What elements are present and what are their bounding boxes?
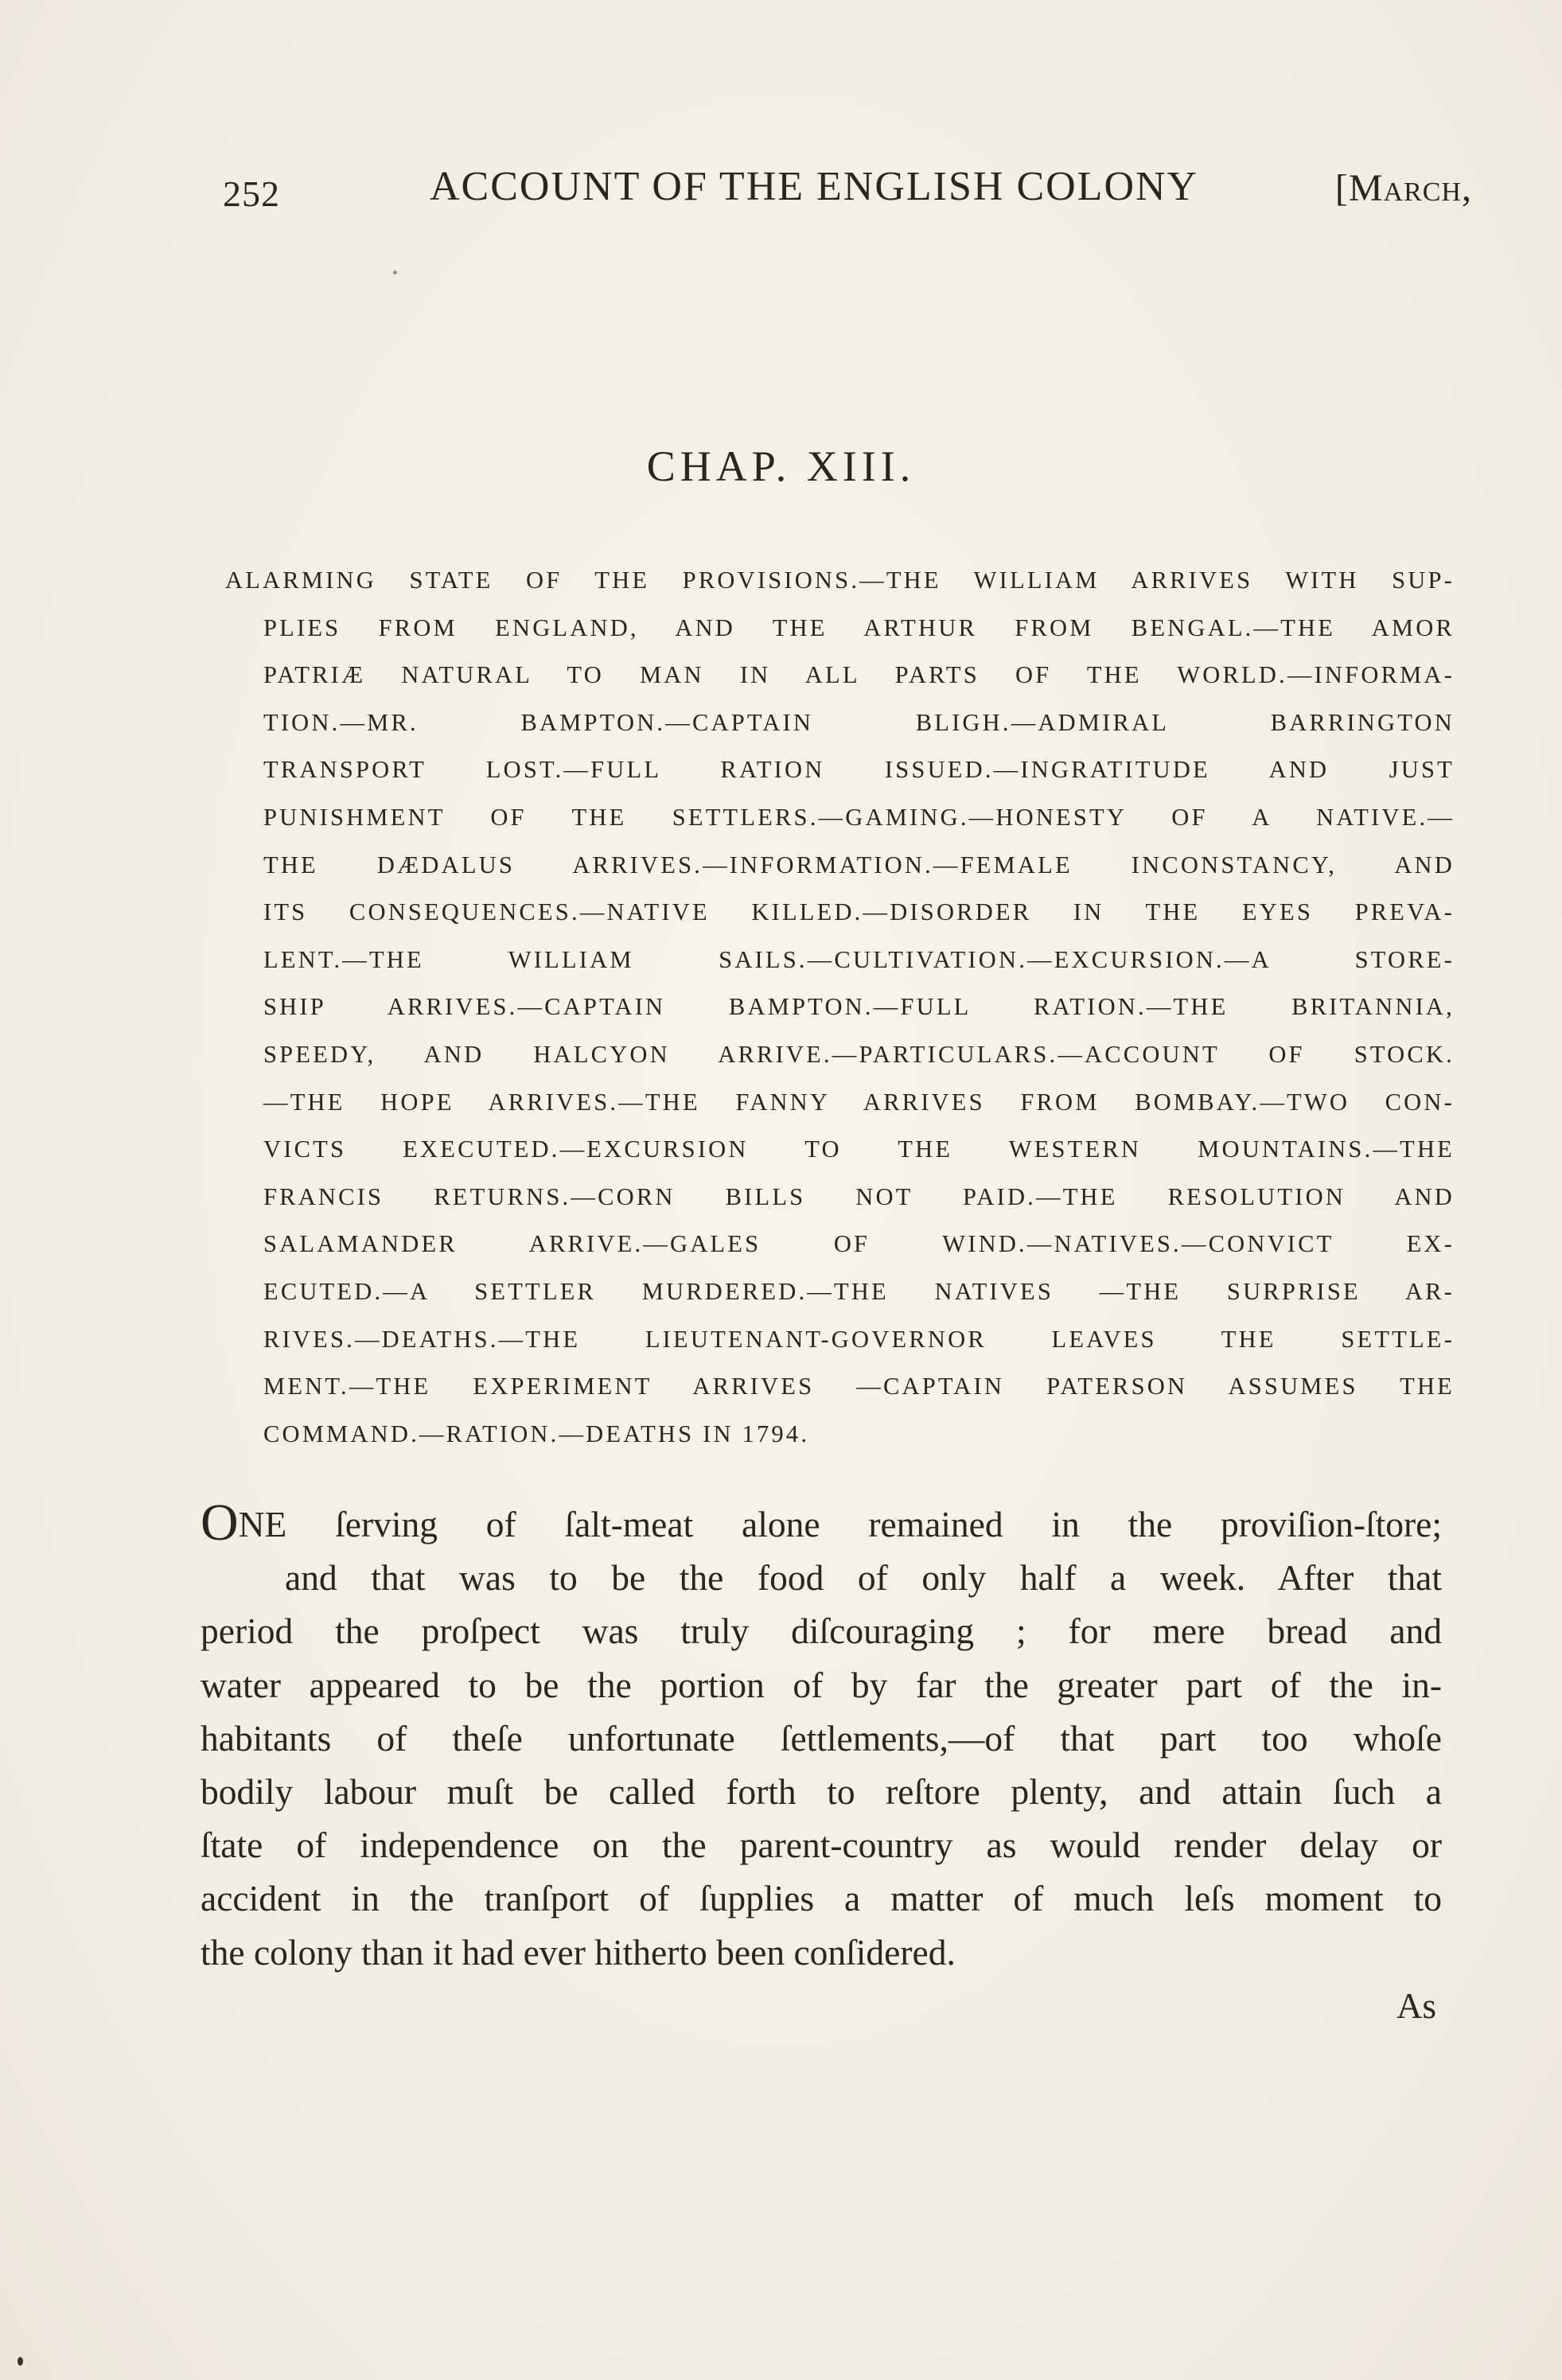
argument-line: ITS CONSEQUENCES.—NATIVE KILLED.—DISORDER IN THE EYES PREVA-	[263, 898, 1455, 926]
body-line: habitants of theſe unfortunate ſettlements,—of that part too whoſe	[201, 1717, 1442, 1759]
argument-line: MENT.—THE EXPERIMENT ARRIVES —CAPTAIN PATERSON ASSUMES THE	[263, 1373, 1455, 1400]
argument-line: —THE HOPE ARRIVES.—THE FANNY ARRIVES FROM BOMBAY.—TWO CON-	[263, 1088, 1455, 1116]
running-month: [March,	[1334, 167, 1472, 209]
body-line: the colony than it had ever hitherto been conſidered.	[201, 1931, 956, 1973]
first-line-text: ſerving of ſalt-meat alone remained in the proviſion-ſtore;	[286, 1504, 1442, 1544]
body-paragraph	[201, 1498, 1442, 1979]
argument-line: TRANSPORT LOST.—FULL RATION ISSUED.—INGRATITUDE AND JUST	[263, 756, 1455, 784]
body-line: and that was to be the food of only half a week. After that	[285, 1557, 1442, 1599]
body-line: bodily labour muſt be called forth to reſtore plenty, and attain ſuch a	[201, 1770, 1442, 1812]
argument-line: RIVES.—DEATHS.—THE LIEUTENANT-GOVERNOR LEAVES THE SETTLE-	[263, 1325, 1455, 1353]
argument-line: TION.—MR. BAMPTON.—CAPTAIN BLIGH.—ADMIRAL BARRINGTON	[263, 708, 1455, 736]
catchword: As	[1396, 1986, 1436, 2026]
body-line: water appeared to be the portion of by far the greater part of the in-	[201, 1664, 1442, 1705]
page-number: 252	[223, 173, 280, 214]
chapter-argument	[225, 557, 1455, 1458]
first-word-rest: NE	[238, 1504, 287, 1544]
argument-line: PUNISHMENT OF THE SETTLERS.—GAMING.—HONESTY OF A NATIVE.—	[263, 803, 1455, 831]
running-head	[223, 163, 1472, 219]
body-line: ſtate of independence on the parent-country as would render delay or	[201, 1825, 1442, 1866]
running-title: ACCOUNT OF THE ENGLISH COLONY	[430, 164, 1199, 209]
argument-line: SHIP ARRIVES.—CAPTAIN BAMPTON.—FULL RATION.—THE BRITANNIA,	[263, 993, 1455, 1021]
initial-letter: O	[201, 1498, 239, 1552]
argument-line: FRANCIS RETURNS.—CORN BILLS NOT PAID.—THE RESOLUTION AND	[263, 1182, 1455, 1210]
ink-speck	[393, 271, 397, 275]
argument-line: LENT.—THE WILLIAM SAILS.—CULTIVATION.—EXCURSION.—A STORE-	[263, 945, 1455, 973]
argument-line: ALARMING STATE OF THE PROVISIONS.—THE WILLIAM ARRIVES WITH SUP-	[225, 567, 1455, 594]
body-line	[201, 1498, 1442, 1551]
argument-line: COMMAND.—RATION.—DEATHS IN 1794.	[263, 1420, 810, 1447]
body-line: period the proſpect was truly diſcouraging ; for mere bread and	[201, 1611, 1442, 1652]
argument-line: ECUTED.—A SETTLER MURDERED.—THE NATIVES —THE SURPRISE AR-	[263, 1277, 1455, 1305]
argument-line: THE DÆDALUS ARRIVES.—INFORMATION.—FEMALE INCONSTANCY, AND	[263, 851, 1455, 878]
argument-line: SPEEDY, AND HALCYON ARRIVE.—PARTICULARS.—ACCOUNT OF STOCK.	[263, 1040, 1455, 1068]
argument-line: PLIES FROM ENGLAND, AND THE ARTHUR FROM BENGAL.—THE AMOR	[263, 614, 1455, 641]
argument-line: PATRIÆ NATURAL TO MAN IN ALL PARTS OF THE WORLD.—INFORMA-	[263, 661, 1455, 689]
chapter-title: CHAP. XIII.	[646, 442, 916, 490]
argument-line: SALAMANDER ARRIVE.—GALES OF WIND.—NATIVES.—CONVICT EX-	[263, 1230, 1455, 1258]
ink-speck	[18, 2357, 23, 2366]
argument-line: VICTS EXECUTED.—EXCURSION TO THE WESTERN MOUNTAINS.—THE	[263, 1135, 1455, 1163]
body-line: accident in the tranſport of ſupplies a matter of much leſs moment to	[201, 1878, 1442, 1919]
